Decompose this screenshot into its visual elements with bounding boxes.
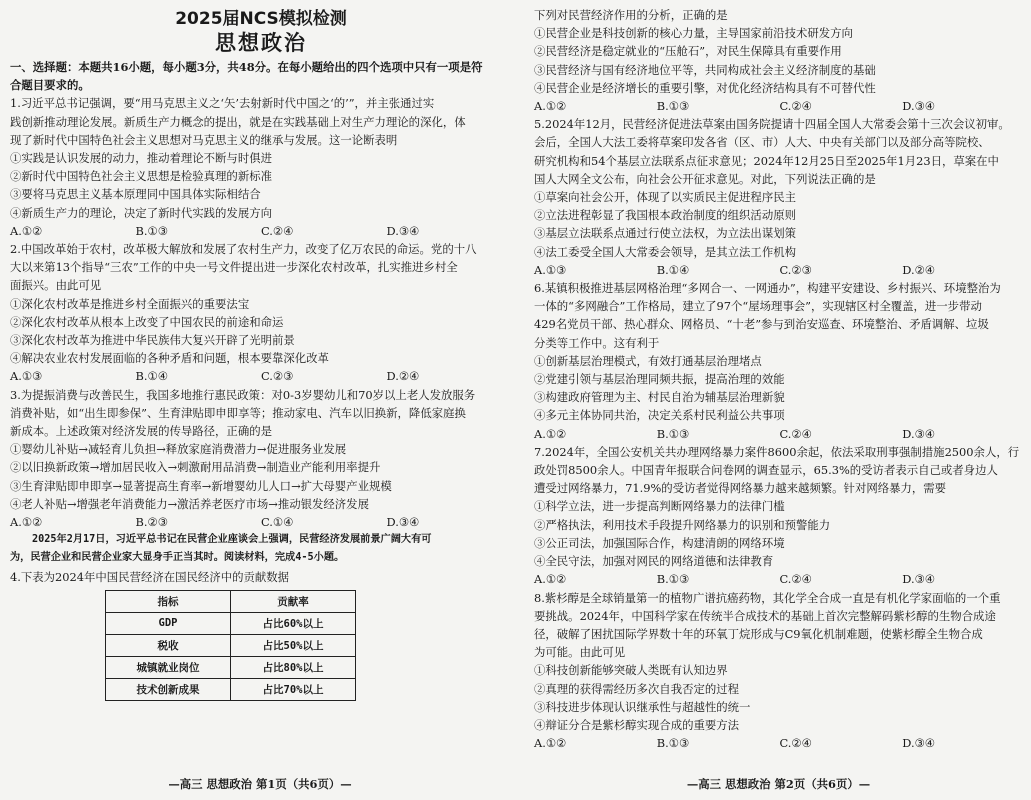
- option-b: B.①④: [656, 262, 690, 277]
- option-c: C.②④: [779, 572, 812, 587]
- answer-options: [534, 734, 1025, 752]
- table-header: 贡献率: [231, 590, 356, 612]
- table-cell: 城镇就业岗位: [106, 656, 231, 678]
- statement-item: ①草案向社会公开，体现了以实质民主促进程序民主: [534, 190, 796, 205]
- option-d: D.②④: [386, 369, 420, 384]
- option-a: A.①②: [10, 515, 43, 530]
- subject-title: 思想政治: [215, 31, 307, 55]
- option-d: D.③④: [902, 426, 936, 441]
- question-stem: 4.下表为2024年中国民营经济在国民经济中的贡献数据: [10, 569, 290, 584]
- question-8: [534, 589, 1025, 753]
- statement-item: ③生育津贴即申即享→显著提高生育率→新增婴幼儿人口→扩大母婴产业规模: [10, 478, 392, 493]
- option-a: A.①②: [534, 572, 567, 587]
- option-a: A.①②: [534, 736, 567, 751]
- option-a: A.①②: [10, 223, 43, 238]
- question-stem: 8.紫杉醇是全球销量第一的植物广谱抗癌药物，其化学全合成一直是有机化学家面临的一个重: [534, 590, 1001, 605]
- statement-item: ③构建政府管理为主、村民自治为辅基层治理新貌: [534, 390, 785, 405]
- option-d: D.③④: [902, 572, 936, 587]
- option-c: C.②④: [779, 736, 812, 751]
- table-row: [106, 678, 356, 700]
- table-cell: 税收: [106, 634, 231, 656]
- option-c: C.②③: [261, 369, 294, 384]
- question-stem: 研究机构和54个基层立法联系点征求意见；2024年12月25日至2025年1月23日，草案在中: [534, 153, 999, 168]
- material-note-line: 为，民营企业和民营企业家大显身手正当其时。阅读材料，完成4-5小题。: [10, 552, 345, 564]
- question-stem: 分类等工作中。这有利于: [534, 335, 660, 350]
- question-stem: 7.2024年，全国公安机关共办理网络暴力案件8600余起，依法采取刑事强制措施2500余人，行: [534, 444, 1020, 459]
- statement-item: ④法工委受全国人大常委会领导，是其立法工作机构: [534, 244, 796, 259]
- table-row: [106, 612, 356, 634]
- option-d: D.③④: [902, 736, 936, 751]
- option-a: A.①③: [10, 369, 43, 384]
- question-2: [10, 240, 512, 386]
- option-b: B.①③: [656, 426, 690, 441]
- option-b: B.①③: [656, 572, 690, 587]
- option-c: C.②④: [261, 223, 294, 238]
- question-4: [10, 568, 512, 701]
- answer-options: [534, 97, 1025, 115]
- contribution-table: [105, 590, 356, 701]
- statement-item: ③深化农村改革为推进中华民族伟大复兴开辟了光明前景: [10, 333, 295, 348]
- statement-item: ③科技进步体现认识继承性与超越性的统一: [534, 699, 751, 714]
- option-b: B.②③: [135, 515, 168, 530]
- statement-item: ①婴幼儿补贴→减轻育儿负担→释放家庭消费潜力→促进服务业发展: [10, 442, 347, 457]
- table-cell: GDP: [106, 612, 231, 634]
- answer-options: [10, 367, 512, 385]
- question-5: [534, 115, 1025, 279]
- question-stem: 径，破解了困扰国际学界数十年的环氧丁烷形成与C9氧化机制难题，使紫杉醇全生物合成: [534, 626, 983, 641]
- question-stem: 为可能。由此可见: [534, 645, 626, 660]
- table-row: [106, 656, 356, 678]
- section-intro-cont: 合题目要求的。: [10, 78, 90, 93]
- answer-options: [10, 513, 512, 531]
- table-header-row: [106, 590, 356, 612]
- answer-options: [10, 222, 512, 240]
- statement-item: ④解决农业农村发展面临的各种矛盾和问题，根本要靠深化改革: [10, 351, 329, 366]
- question-stem: 6.某镇积极推进基层网格治理“多网合一、一网通办”，构建平安建设、乡村振兴、环境整治为: [534, 281, 1001, 296]
- option-a: A.①③: [534, 262, 567, 277]
- table-cell: 占比80%以上: [231, 656, 356, 678]
- option-c: C.②④: [779, 99, 812, 114]
- statement-item: ③民营经济与国有经济地位平等，共同构成社会主义经济制度的基础: [534, 62, 876, 77]
- statement-item: ②党建引领与基层治理同频共振，提高治理的效能: [534, 372, 785, 387]
- material-note-line: 2025年2月17日，习近平总书记在民营企业座谈会上强调，民营经济发展前景广阔大有可: [32, 534, 432, 546]
- option-b: B.①③: [135, 223, 168, 238]
- answer-options: [534, 425, 1025, 443]
- statement-item: ④辩证分合是紫杉醇实现合成的重要方法: [534, 717, 740, 732]
- option-c: C.②④: [779, 426, 812, 441]
- exam-title: 2025届NCS模拟检测: [175, 9, 347, 29]
- question-stem: 面振兴。由此可见: [10, 278, 102, 293]
- question-stem: 大以来第13个指导“三农”工作的中央一号文件提出进一步深化农村改革，扎实推进乡村全: [10, 260, 458, 275]
- question-stem: 3.为提振消费与改善民生，我国多地推行惠民政策：对0-3岁婴幼儿和70岁以上老人发放服务: [10, 387, 476, 402]
- option-b: B.①③: [656, 99, 690, 114]
- statement-item: ①深化农村改革是推进乡村全面振兴的重要法宝: [10, 296, 250, 311]
- question-stem: 下列对民营经济作用的分析，正确的是: [534, 8, 728, 22]
- option-c: C.①④: [261, 515, 294, 530]
- table-row: [106, 634, 356, 656]
- option-c: C.②③: [779, 262, 812, 277]
- statement-item: ③公正司法，加强国际合作，构建清朗的网络环境: [534, 535, 785, 550]
- statement-item: ③基层立法联系点通过行使立法权，为立法出谋划策: [534, 226, 796, 241]
- answer-options: [534, 261, 1025, 279]
- question-stem: 国人大网全文公布，向社会公开征求意见。对此，下列说法正确的是: [534, 171, 876, 186]
- statement-item: ②严格执法，利用技术手段提升网络暴力的识别和预警能力: [534, 517, 831, 532]
- option-d: D.②④: [902, 262, 936, 277]
- question-6: [534, 279, 1025, 443]
- question-stem: 新成本。上述政策对经济发展的传导路径，正确的是: [10, 424, 272, 439]
- question-3: [10, 386, 512, 532]
- statement-item: ①民营企业是科技创新的核心力量，主导国家前沿技术研发方向: [534, 26, 853, 41]
- question-stem: 5.2024年12月，民营经济促进法草案由国务院提请十四届全国人大常委会第十三次会议初审。: [534, 117, 1010, 132]
- statement-item: ④老人补贴→增强老年消费能力→激活养老医疗市场→推动银发经济发展: [10, 496, 369, 511]
- question-stem: 一体的“多网融合”工作格局，建立了97个“屋场理事会”，实现辖区村全覆盖，进一步带动: [534, 299, 982, 314]
- question-stem: 现了新时代中国特色社会主义思想对马克思主义的继承与发展。这一论断表明: [10, 132, 398, 147]
- option-b: B.①③: [656, 736, 690, 751]
- question-stem: 429名党员干部、热心群众、网格员、“十老”参与到治安巡查、环境整治、矛盾调解、垃圾: [534, 317, 989, 332]
- statement-item: ①科学立法，进一步提高判断网络暴力的法律门槛: [534, 499, 785, 514]
- question-stem: 1.习近平总书记强调，要“用马克思主义之‘矢’去射新时代中国之‘的’”，并主张通过实: [10, 96, 435, 111]
- statement-item: ④全民守法，加强对网民的网络道德和法律教育: [534, 554, 774, 569]
- option-d: D.③④: [386, 515, 420, 530]
- question-stem: 2.中国改革始于农村，改革极大解放和发展了农村生产力，改变了亿万农民的命运。党的十八: [10, 242, 477, 257]
- statement-item: ②立法进程彰显了我国根本政治制度的组织活动原则: [534, 208, 796, 223]
- option-b: B.①④: [135, 369, 168, 384]
- statement-item: ②真理的获得需经历多次自我否定的过程: [534, 681, 740, 696]
- table-cell: 技术创新成果: [106, 678, 231, 700]
- question-1: [10, 94, 512, 240]
- statement-item: ①创新基层治理模式，有效打通基层治理堵点: [534, 353, 762, 368]
- page-footer: —高三 思想政治 第1页（共6页）—: [168, 777, 352, 791]
- question-stem: 政处罚8500余人。中国青年报联合问卷网的调查显示，65.3%的受访者表示自己或者身边人: [534, 463, 998, 478]
- page-2: [526, 0, 1031, 800]
- statement-item: ②深化农村改革从根本上改变了中国农民的前途和命运: [10, 314, 284, 329]
- statement-item: ④民营企业是经济增长的重要引擎，对优化经济结构具有不可替代性: [534, 80, 876, 95]
- question-stem: 消费补贴，如“出生即参保”、生育津贴即申即享等；推动家电、汽车以旧换新，降低家庭换: [10, 405, 466, 420]
- table-cell: 占比70%以上: [231, 678, 356, 700]
- statement-item: ②民营经济是稳定就业的“压舱石”，对民生保障具有重要作用: [534, 44, 842, 59]
- question-stem: 要挑战。2024年，中国科学家在传统半合成技术的基础上首次完整解码紫杉醇的生物合成途: [534, 608, 996, 623]
- table-header: 指标: [106, 590, 231, 612]
- statement-item: ④新质生产力的理论，决定了新时代实践的发展方向: [10, 205, 272, 220]
- option-a: A.①②: [534, 99, 567, 114]
- statement-item: ②新时代中国特色社会主义思想是检验真理的新标准: [10, 169, 272, 184]
- table-cell: 占比50%以上: [231, 634, 356, 656]
- option-d: D.③④: [386, 223, 420, 238]
- statement-item: ①实践是认识发展的动力，推动着理论不断与时俱进: [10, 151, 272, 166]
- statement-item: ④多元主体协同共治，决定关系村民利益公共事项: [534, 408, 785, 423]
- question-4-continued: [534, 6, 1025, 115]
- material-note: [10, 531, 512, 567]
- option-a: A.①②: [534, 426, 567, 441]
- statement-item: ①科技创新能够突破人类既有认知边界: [534, 663, 728, 678]
- question-stem: 遭受过网络暴力，71.9%的受访者觉得网络暴力越来越频繁。针对网络暴力，需要: [534, 481, 947, 496]
- page-footer: —高三 思想政治 第2页（共6页）—: [686, 777, 871, 791]
- section-intro: 一、选择题：本题共16小题，每小题3分，共48分。在每小题给出的四个选项中只有一项是符: [10, 60, 483, 74]
- question-stem: 会后，全国人大法工委将草案印发各省（区、市）人大、中央有关部门以及部分高等院校、: [534, 135, 990, 150]
- answer-options: [534, 570, 1025, 588]
- question-stem: 践创新推动理论发展。新质生产力概念的提出，就是在实践基础上对生产力理论的深化，体: [10, 114, 466, 129]
- statement-item: ②以旧换新政策→增加居民收入→刺激耐用品消费→制造业产能利用率提升: [10, 460, 381, 475]
- statement-item: ③要将马克思主义基本原理同中国具体实际相结合: [10, 187, 261, 202]
- table-cell: 占比60%以上: [231, 612, 356, 634]
- option-d: D.③④: [902, 99, 936, 114]
- question-7: [534, 443, 1025, 589]
